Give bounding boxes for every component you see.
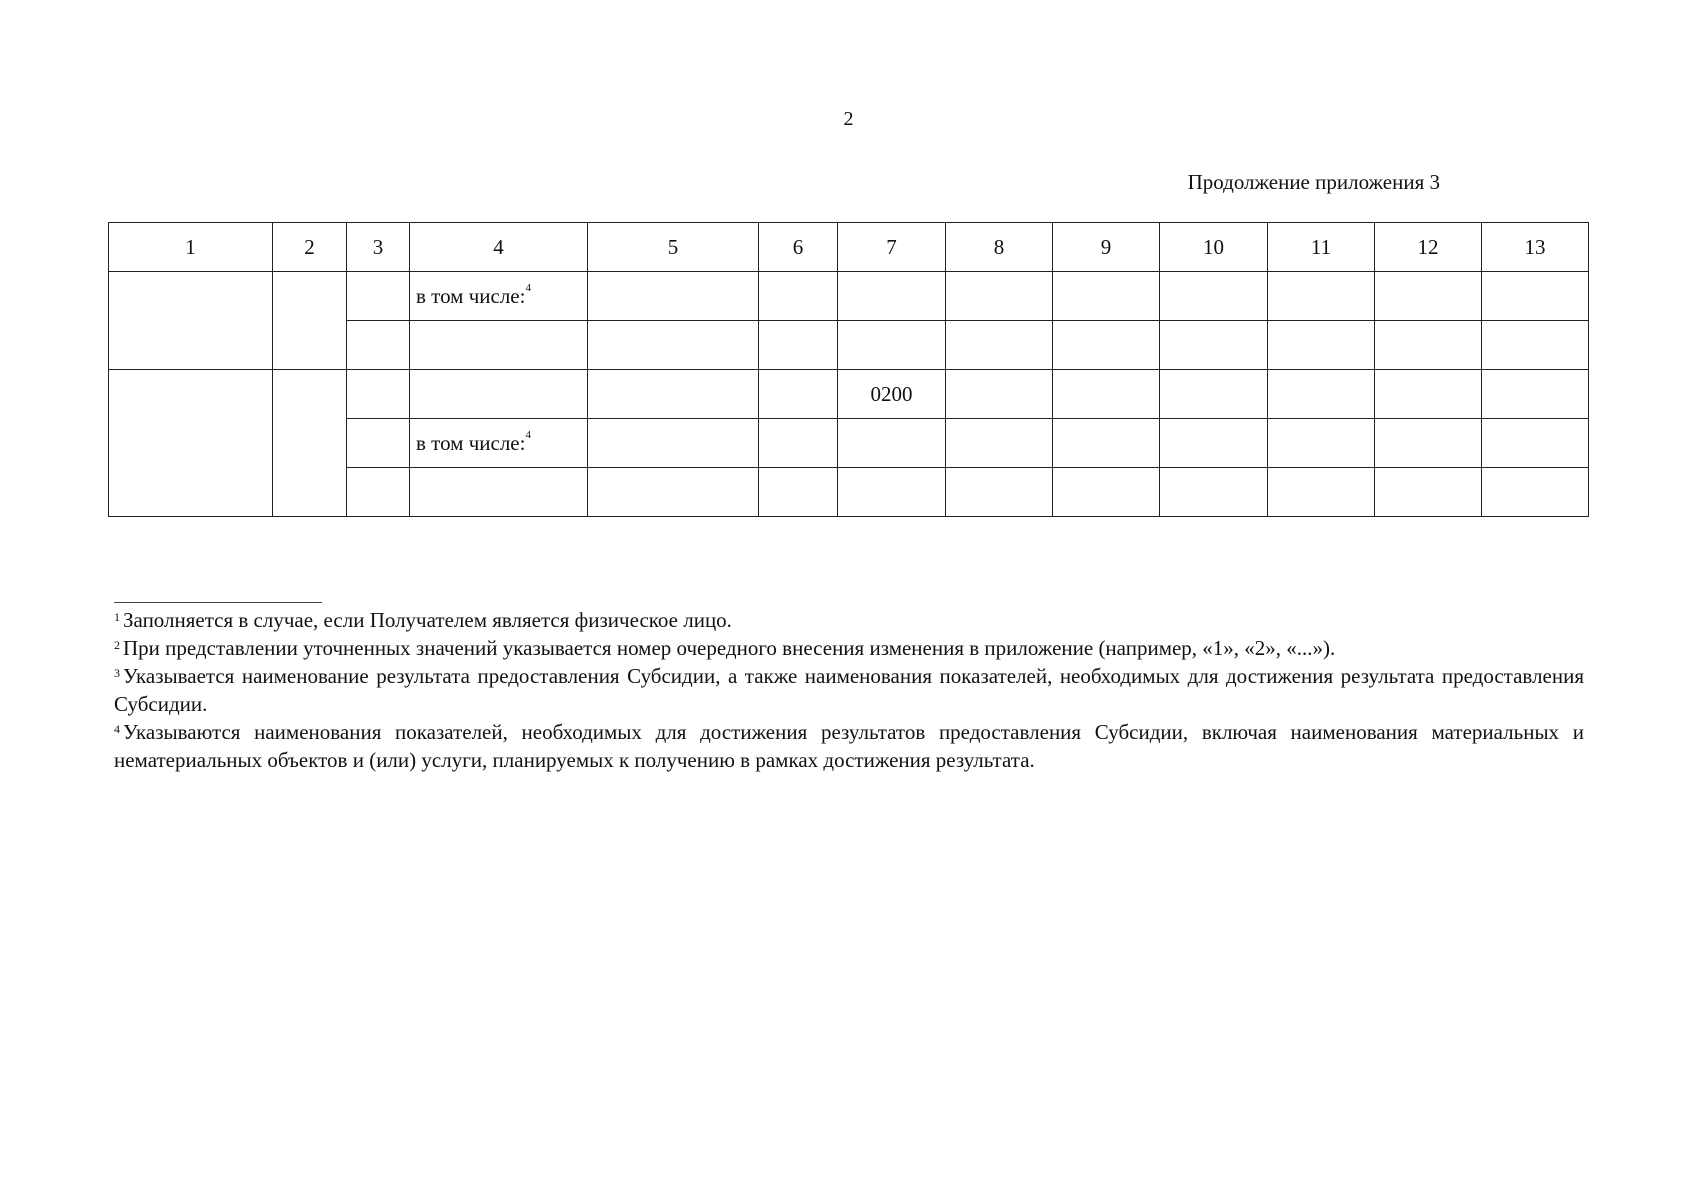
table-cell xyxy=(1053,370,1160,419)
appendix-continuation-note: Продолжение приложения 3 xyxy=(1187,170,1440,194)
column-header: 2 xyxy=(273,223,347,272)
column-header: 8 xyxy=(946,223,1053,272)
table-cell xyxy=(946,468,1053,517)
footnote-mark: 1 xyxy=(114,610,120,624)
table-cell xyxy=(1268,419,1375,468)
column-number-row xyxy=(109,223,1589,272)
table-cell xyxy=(1053,272,1160,321)
table-row xyxy=(109,370,1589,419)
indicators-table xyxy=(108,222,1589,517)
table-cell xyxy=(1268,468,1375,517)
column-header: 1 xyxy=(109,223,273,272)
table-cell xyxy=(588,468,759,517)
table-cell xyxy=(588,272,759,321)
table-cell xyxy=(588,370,759,419)
table-cell xyxy=(347,468,410,517)
table-cell xyxy=(759,272,838,321)
table-cell xyxy=(1375,272,1482,321)
table-cell xyxy=(1053,321,1160,370)
table-cell xyxy=(838,468,946,517)
table-cell xyxy=(838,321,946,370)
including-label-cell xyxy=(410,272,588,321)
table-cell xyxy=(1268,321,1375,370)
column-header: 7 xyxy=(838,223,946,272)
table-cell xyxy=(410,370,588,419)
footnote-mark: 4 xyxy=(114,722,120,736)
footnote-text: При представлении уточненных значений указывается номер очередного внесения изменения в приложение (например, «1», «2», «...»). xyxy=(123,636,1336,660)
footnote-text: Указываются наименования показателей, необходимых для достижения результатов предоставления Субсидии, включая наименования материальных и нематериальных объектов и (или) услуги, планируемых к получению в рамках достижения результата. xyxy=(114,720,1584,772)
table-cell xyxy=(1160,272,1268,321)
table-cell xyxy=(759,370,838,419)
table-cell xyxy=(1053,468,1160,517)
footnote-mark: 4 xyxy=(525,281,531,294)
table-cell xyxy=(1268,272,1375,321)
table-cell xyxy=(347,272,410,321)
table-cell xyxy=(588,321,759,370)
footnote-2 xyxy=(114,634,1584,662)
table-cell xyxy=(1375,321,1482,370)
column-header: 5 xyxy=(588,223,759,272)
table-cell xyxy=(347,370,410,419)
table-cell xyxy=(1268,370,1375,419)
footnote-text: Указывается наименование результата предоставления Субсидии, а также наименования показателей, необходимых для достижения результата предоставления Субсидии. xyxy=(114,664,1584,716)
footnote-mark: 2 xyxy=(114,638,120,652)
column-header: 11 xyxy=(1268,223,1375,272)
table-cell xyxy=(1160,419,1268,468)
table-cell xyxy=(1482,321,1589,370)
table-cell xyxy=(1160,370,1268,419)
table-cell xyxy=(347,419,410,468)
table-cell xyxy=(838,272,946,321)
table-cell xyxy=(1375,468,1482,517)
table-cell xyxy=(109,272,273,370)
footnote-1 xyxy=(114,606,1584,634)
column-header: 4 xyxy=(410,223,588,272)
table-cell xyxy=(1053,419,1160,468)
table-cell xyxy=(273,370,347,517)
code-cell: 0200 xyxy=(838,370,946,419)
table-cell xyxy=(1375,370,1482,419)
column-header: 6 xyxy=(759,223,838,272)
table-cell xyxy=(1160,468,1268,517)
table-cell xyxy=(273,272,347,370)
column-header: 13 xyxy=(1482,223,1589,272)
including-label: в том числе: xyxy=(416,283,526,308)
table-cell xyxy=(1482,419,1589,468)
table-cell xyxy=(410,468,588,517)
table-cell xyxy=(1482,272,1589,321)
table-cell xyxy=(1482,370,1589,419)
footnote-mark: 4 xyxy=(525,428,531,441)
table-cell xyxy=(838,419,946,468)
table-cell xyxy=(1375,419,1482,468)
table-cell xyxy=(946,272,1053,321)
table-cell xyxy=(946,370,1053,419)
footnotes xyxy=(114,606,1584,774)
table-cell xyxy=(1160,321,1268,370)
table-cell xyxy=(588,419,759,468)
footnote-4 xyxy=(114,718,1584,774)
page-number: 2 xyxy=(843,108,854,130)
column-header: 12 xyxy=(1375,223,1482,272)
table-cell xyxy=(347,321,410,370)
footnote-3 xyxy=(114,662,1584,718)
column-header: 3 xyxy=(347,223,410,272)
column-header: 10 xyxy=(1160,223,1268,272)
footnote-separator xyxy=(114,602,322,603)
table-cell xyxy=(410,321,588,370)
table-cell xyxy=(759,468,838,517)
table-cell xyxy=(109,370,273,517)
table-cell xyxy=(946,321,1053,370)
table-cell xyxy=(946,419,1053,468)
including-label: в том числе: xyxy=(416,430,526,455)
footnote-mark: 3 xyxy=(114,666,120,680)
table-row xyxy=(109,272,1589,321)
table-cell xyxy=(1482,468,1589,517)
column-header: 9 xyxy=(1053,223,1160,272)
table-cell xyxy=(759,419,838,468)
including-label-cell xyxy=(410,419,588,468)
footnote-text: Заполняется в случае, если Получателем является физическое лицо. xyxy=(123,608,732,632)
table-cell xyxy=(759,321,838,370)
